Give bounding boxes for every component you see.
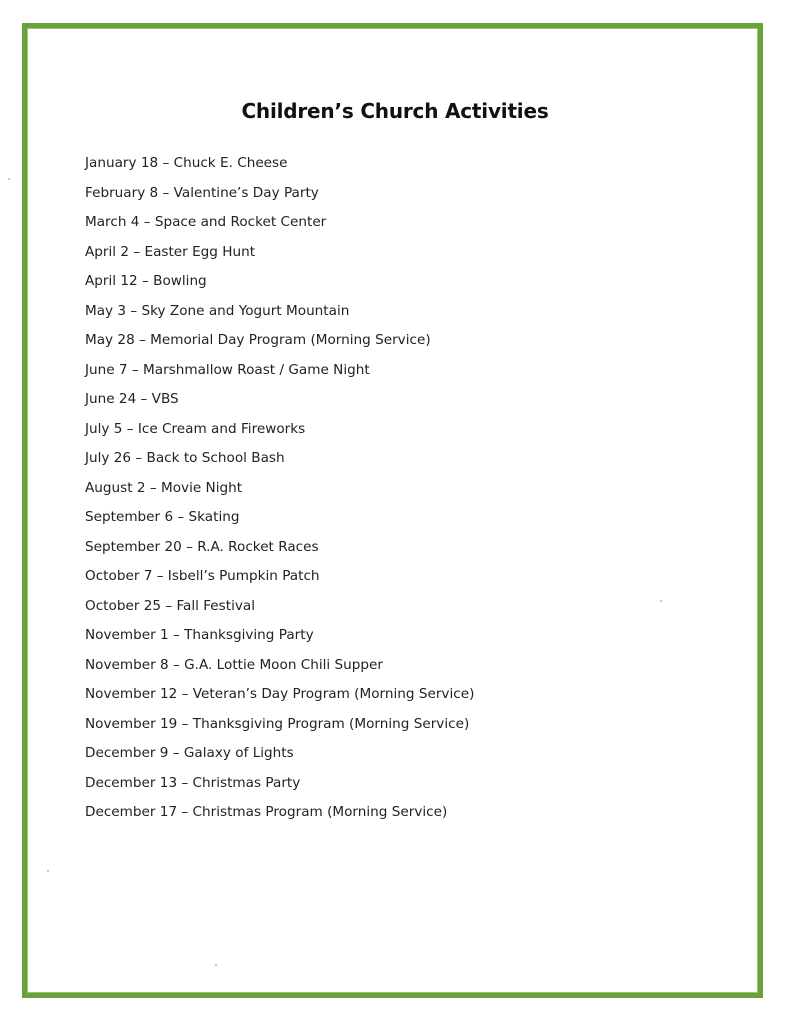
page-title: Children’s Church Activities	[241, 99, 549, 124]
activity-item: January 18 – Chuck E. Cheese	[85, 155, 288, 171]
activity-item: July 5 – Ice Cream and Fireworks	[85, 420, 306, 437]
activity-list	[85, 151, 474, 830]
activity-item: June 7 – Marshmallow Roast / Game Night	[85, 361, 370, 378]
scan-speck	[660, 600, 662, 602]
scan-speck	[47, 870, 49, 872]
activity-item: April 12 – Bowling	[85, 273, 207, 289]
activity-item: November 19 – Thanksgiving Program (Morning Service)	[85, 715, 470, 732]
activity-item: July 26 – Back to School Bash	[85, 450, 285, 466]
activity-item: March 4 – Space and Rocket Center	[85, 214, 327, 230]
activity-item: May 28 – Memorial Day Program (Morning Service)	[85, 332, 431, 348]
activity-item: December 9 – Galaxy of Lights	[85, 745, 294, 761]
activity-item: November 8 – G.A. Lottie Moon Chili Supper	[85, 656, 383, 673]
activity-item: October 25 – Fall Festival	[85, 597, 256, 614]
activity-item: December 13 – Christmas Party	[85, 774, 301, 791]
scan-speck	[215, 964, 217, 966]
activity-item: May 3 – Sky Zone and Yogurt Mountain	[85, 302, 350, 319]
activity-item: November 12 – Veteran’s Day Program (Morning Service)	[85, 686, 475, 702]
activity-item: September 20 – R.A. Rocket Races	[85, 538, 319, 555]
activity-item: June 24 – VBS	[85, 391, 179, 407]
activity-item: April 2 – Easter Egg Hunt	[85, 243, 256, 260]
activity-item: September 6 – Skating	[85, 509, 240, 525]
activity-item: October 7 – Isbell’s Pumpkin Patch	[85, 568, 320, 584]
activity-item: August 2 – Movie Night	[85, 479, 243, 496]
activity-item: December 17 – Christmas Program (Morning Service)	[85, 804, 448, 820]
activity-item: February 8 – Valentine’s Day Party	[85, 184, 319, 201]
activity-item: November 1 – Thanksgiving Party	[85, 627, 314, 643]
scan-speck	[8, 178, 10, 180]
